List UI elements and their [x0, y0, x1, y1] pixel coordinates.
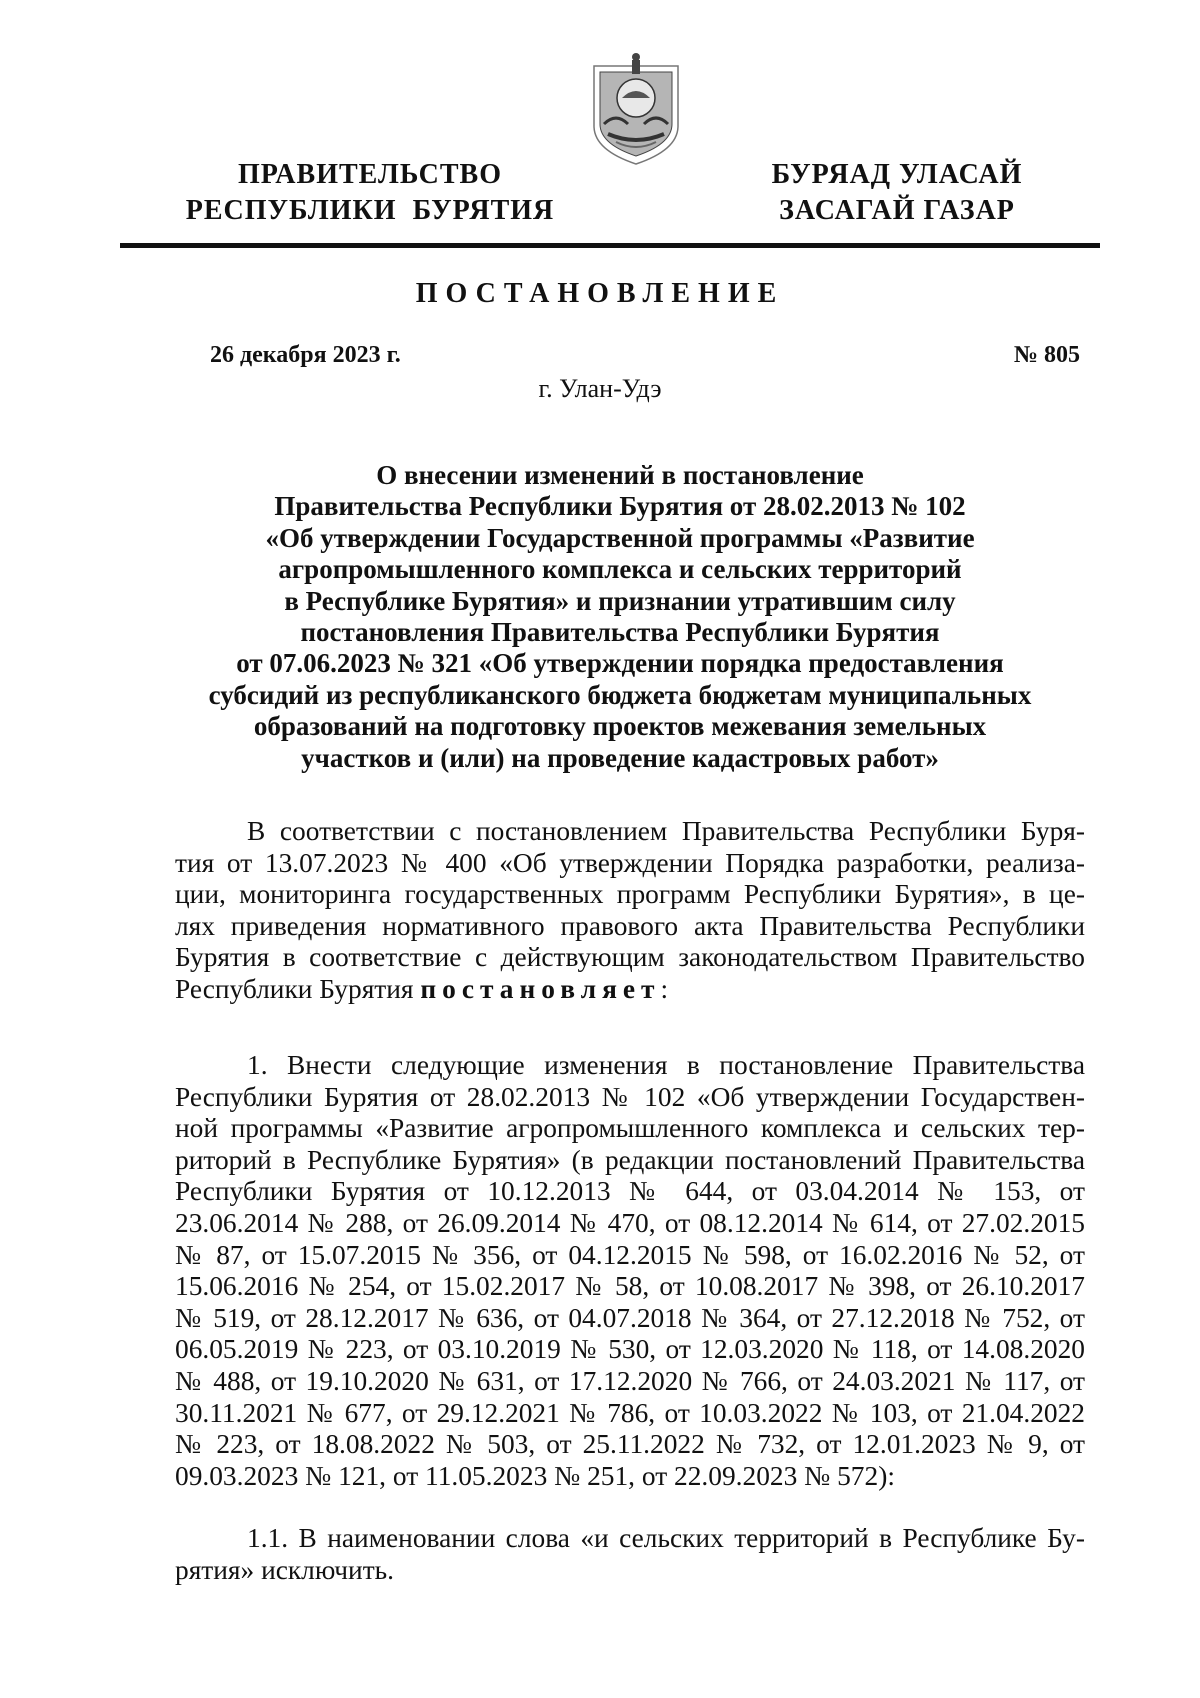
paragraph-line: рятия» исключить.	[175, 1554, 395, 1585]
paragraph-line: лях приведения нормативного правового акта Правительства Республики	[175, 910, 1085, 941]
document-title	[170, 460, 1070, 774]
paragraph-line: ной программы «Развитие агропромышленного комплекса и сельских тер-	[175, 1113, 1085, 1144]
document-city: г. Улан-Удэ	[538, 374, 662, 403]
paragraph-line: риторий в Республике Бурятия» (в редакции постановлений Правительства	[175, 1144, 1085, 1175]
paragraph-line: 1.1. В наименовании слова «и сельских территорий в Республике Бу-	[247, 1523, 1085, 1553]
title-line: участков и (или) на проведение кадастровых работ»	[301, 742, 939, 773]
title-line: в Республике Бурятия» и признании утратившим силу	[284, 585, 956, 616]
header-left	[175, 157, 565, 229]
paragraph-line: № 223, от 18.08.2022 № 503, от 25.11.2022 № 732, от 12.01.2023 № 9, от	[175, 1429, 1085, 1460]
paragraph-line: № 488, от 19.10.2020 № 631, от 17.12.2020 № 766, от 24.03.2021 № 117, от	[175, 1365, 1085, 1396]
title-line: «Об утверждении Государственной программы «Развитие	[265, 522, 975, 553]
paragraph-line: 15.06.2016 № 254, от 15.02.2017 № 58, от 10.08.2017 № 398, от 26.10.2017	[175, 1271, 1085, 1302]
paragraph-line: 23.06.2014 № 288, от 26.09.2014 № 470, от 08.12.2014 № 614, от 27.02.2015	[175, 1207, 1085, 1238]
clause-1-1	[175, 1523, 1085, 1586]
coat-of-arms-icon	[586, 48, 686, 168]
paragraph-line: 1. Внести следующие изменения в постановление Правительства	[247, 1050, 1085, 1080]
header-right	[752, 157, 1042, 229]
preamble-last-prefix: Республики Бурятия	[175, 973, 421, 1004]
paragraph-line: Республики Бурятия от 28.02.2013 № 102 «Об утверждении Государствен-	[175, 1081, 1085, 1112]
header-divider	[120, 243, 1100, 248]
title-line: от 07.06.2023 № 321 «Об утверждении порядка предоставления	[236, 648, 1004, 679]
paragraph-line: В соответствии с постановлением Правительства Республики Буря-	[247, 816, 1085, 846]
paragraph-line: Бурятия в соответствие с действующим законодательством Правительство	[175, 942, 1085, 973]
paragraph-line: Республики Бурятия от 10.12.2013 № 644, от 03.04.2014 № 153, от	[175, 1176, 1085, 1207]
title-line: агропромышленного комплекса и сельских территорий	[278, 554, 962, 585]
header-left-line2: РЕСПУБЛИКИ БУРЯТИЯ	[185, 195, 555, 226]
clause-1	[175, 1050, 1085, 1492]
title-line: образований на подготовку проектов межевания земельных	[253, 711, 987, 742]
document-type: ПОСТАНОВЛЕНИЕ	[415, 278, 785, 309]
header-left-line1: ПРАВИТЕЛЬСТВО	[238, 159, 502, 190]
title-line: постановления Правительства Республики Бурятия	[300, 617, 940, 648]
title-line: субсидий из республиканского бюджета бюджетам муниципальных	[208, 679, 1032, 710]
preamble-last-suffix: :	[660, 973, 669, 1004]
paragraph-line: ции, мониторинга государственных программ Республики Бурятия», в це-	[175, 879, 1085, 910]
paragraph-line	[175, 974, 1085, 1006]
document-number: № 805	[1013, 342, 1080, 368]
paragraph-line: 06.05.2019 № 223, от 03.10.2019 № 530, от 12.03.2020 № 118, от 14.08.2020	[175, 1334, 1085, 1365]
paragraph-line: 30.11.2021 № 677, от 29.12.2021 № 786, от 10.03.2022 № 103, от 21.04.2022	[175, 1397, 1085, 1428]
header-right-line2: ЗАСАГАЙ ГАЗАР	[779, 195, 1015, 226]
paragraph-line: № 519, от 28.12.2017 № 636, от 04.07.2018 № 364, от 27.12.2018 № 752, от	[175, 1302, 1085, 1333]
title-line: Правительства Республики Бурятия от 28.02.2013 № 102	[274, 491, 966, 522]
title-line: О внесении изменений в постановление	[376, 460, 864, 490]
header-right-line1: БУРЯАД УЛАСАЙ	[771, 159, 1023, 190]
preamble-paragraph	[175, 816, 1085, 1006]
decree-word: постановляет	[420, 973, 661, 1004]
paragraph-line: № 87, от 15.07.2015 № 356, от 04.12.2015 № 598, от 16.02.2016 № 52, от	[175, 1239, 1085, 1270]
document-date: 26 декабря 2023 г.	[210, 342, 401, 368]
paragraph-line: тия от 13.07.2023 № 400 «Об утверждении Порядка разработки, реализа-	[175, 847, 1085, 878]
paragraph-line: 09.03.2023 № 121, от 11.05.2023 № 251, от 22.09.2023 № 572):	[175, 1460, 895, 1491]
